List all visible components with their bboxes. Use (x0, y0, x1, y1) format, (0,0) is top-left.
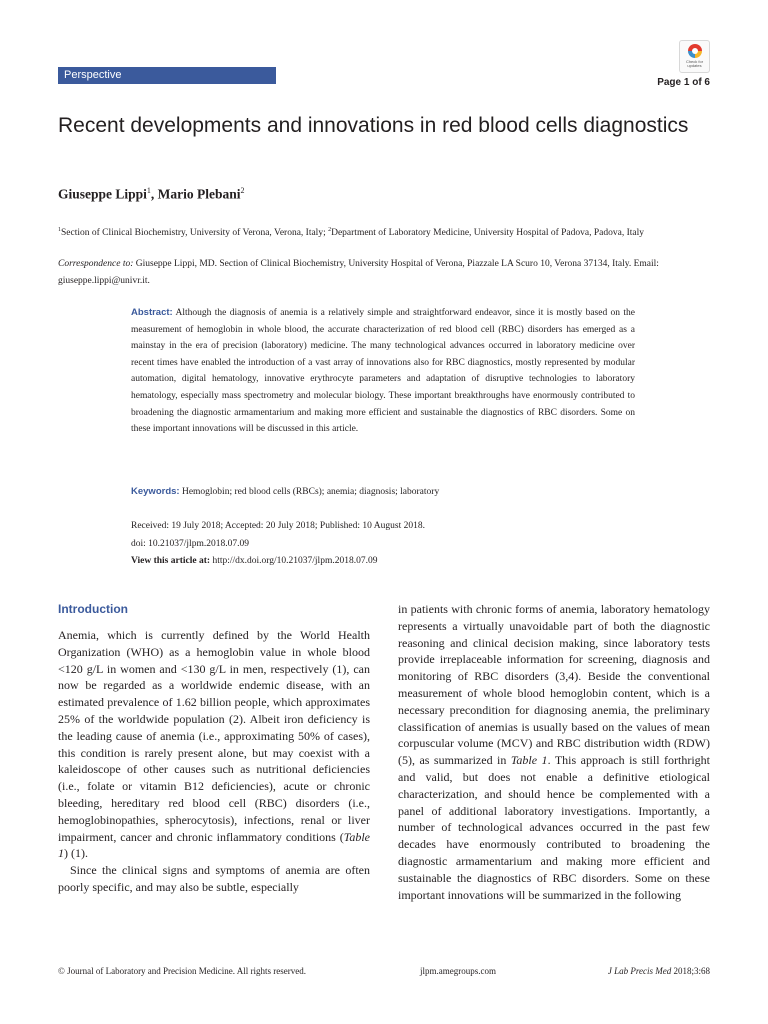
table-reference[interactable]: Table 1 (58, 829, 370, 861)
citation-volume: 2018;3:68 (671, 966, 710, 976)
received-dates: Received: 19 July 2018; Accepted: 20 July 2018; Published: 10 August 2018. (131, 521, 425, 531)
paragraph: Since the clinical signs and symptoms of anemia are often poorly specific, and may also be subtle, especially (58, 863, 370, 894)
paragraph (58, 627, 370, 862)
abstract-text: Although the diagnosis of anemia is a relatively simple and straightforward endeavor, since it is mostly based on the measurement of hemoglobin in whole blood, the accurate characterization of red blood cell (RBC) disorders has emerged as a mainstay in the era of precision (laboratory) medicine. The many technological advances occurred in laboratory medicine over recent times have enabled the introduction of a vast array of innovations also for RBC diagnostics, mostly represented by modular automation, digital hematology, innovative erythrocyte parameters and adaptation of disruptive technologies to laboratory hematology, especially mass spectrometry and molecular biology. These important breakthroughs have enormously contributed to broadening the diagnostic armamentarium and making more efficient and sustainable the diagnostics of RBC disorders. Some on these important innovations will be discussed in this article. (131, 308, 635, 435)
table-reference[interactable]: Table 1 (510, 753, 548, 768)
view-article-link[interactable]: http://dx.doi.org/10.21037/jlpm.2018.07.09 (210, 556, 378, 566)
view-article-line (131, 553, 635, 571)
correspondence (58, 256, 710, 289)
affiliation-text: Section of Clinical Biochemistry, University of Verona, Verona, Italy; (61, 228, 329, 239)
page-counter: Page 1 of 6 (657, 77, 710, 88)
footer-citation (545, 966, 710, 976)
section-heading-introduction: Introduction (58, 602, 128, 616)
author-affiliation-mark: 2 (240, 186, 245, 195)
body-column-right (398, 601, 710, 903)
footer-copyright: © Journal of Laboratory and Precision Medicine. All rights reserved. (58, 966, 307, 976)
author-name: Mario Plebani (157, 186, 241, 202)
author-list: Giuseppe Lippi$^1$, Mario Plebani$^2$ (58, 186, 245, 202)
abstract (131, 305, 635, 438)
correspondence-label: Correspondence to: (58, 259, 134, 269)
check-for-updates-badge[interactable] (679, 40, 710, 73)
abstract-label: Abstract: (131, 307, 173, 318)
correspondence-text: Giuseppe Lippi, MD. Section of Clinical Biochemistry, University Hospital of Verona, Piazzale LA Scuro 10, Verona 37134, Italy. Email: giuseppe.lippi@univr.it. (58, 259, 659, 286)
article-title: Recent developments and innovations in red blood cells diagnostics (58, 114, 689, 137)
paragraph-text: ) (1). (64, 846, 88, 861)
author-name: Giuseppe Lippi (58, 186, 147, 202)
author-affiliation-mark: 1 (146, 186, 151, 195)
crossmark-text: Check for updates (685, 59, 704, 68)
view-article-label: View this article at: (131, 556, 211, 566)
paragraph-text: in patients with chronic forms of anemia, laboratory hematology represents a virtually unavoidable part of both the diagnostic reasoning and clinical decision making, since laboratory tests provide irreplaceable information for screening, diagnosis and monitoring of RBC disorders (3,4). Beside the conventional measurement of whole blood hemoglobin content, which is a necessary precondition for diagnosing anemia, the preliminary classification of anemias is usually based on the values of mean corpuscular volume (MCV) and RBC distribution width (RDW) (5), as summarized in (398, 602, 710, 768)
affiliation-mark: 1 (58, 227, 61, 233)
keywords-text: Hemoglobin; red blood cells (RBCs); anemia; diagnosis; laboratory (179, 487, 440, 497)
paragraph-text: . This approach is still forthright and valid, but does not enable a definitive etiological characterization, and should hence be complemented with a panel of additional laboratory investigations. Importantly, a number of technological advances occurred in the past few decades have enormously contributed to broadening the diagnostic armamentarium and making more efficient and sustainable the diagnostics of RBC disorders. Some on these important innovations will be summarized in the following (398, 753, 711, 902)
paragraph (398, 601, 710, 903)
section-label: Perspective (64, 69, 122, 81)
doi: doi: 10.21037/jlpm.2018.07.09 (131, 538, 249, 549)
keywords (131, 486, 635, 497)
paragraph-text: Anemia, which is currently defined by the World Health Organization (WHO) as a hemoglobin value in whole blood <120 g/L in women and <130 g/L in men, respectively (1), can now be regarded as a worldwide endemic disease, with an estimated prevalence of 1.62 billion people, which approximates 25% of the worldwide population (2). Albeit iron deficiency is the leading cause of anemia (i.e., approximating 50% of cases), this condition is rarely present alone, but may coexist with a kaleidoscope of other causes such as nutritional deficiencies (i.e., folate or vitamin B12 deficiencies), acute or chronic bleeding, hereditary red blood cell (RBC) disorders (i.e., hemoglobinopathies, spherocytosis), infections, renal or liver impairment, cancer and chronic inflammatory conditions ( (58, 628, 370, 844)
body-column-left (58, 627, 370, 896)
keywords-label: Keywords: (131, 486, 180, 497)
footer-journal-url[interactable]: jlpm.amegroups.com (420, 966, 496, 976)
affiliations (58, 222, 710, 242)
affiliation-mark: 2 (328, 227, 332, 233)
affiliation-text: Department of Laboratory Medicine, University Hospital of Padova, Padova, Italy (331, 228, 644, 239)
journal-abbreviation: J Lab Precis Med (607, 966, 672, 976)
publication-history (131, 518, 635, 571)
crossmark-icon (688, 44, 702, 58)
section-label-banner (58, 67, 276, 84)
